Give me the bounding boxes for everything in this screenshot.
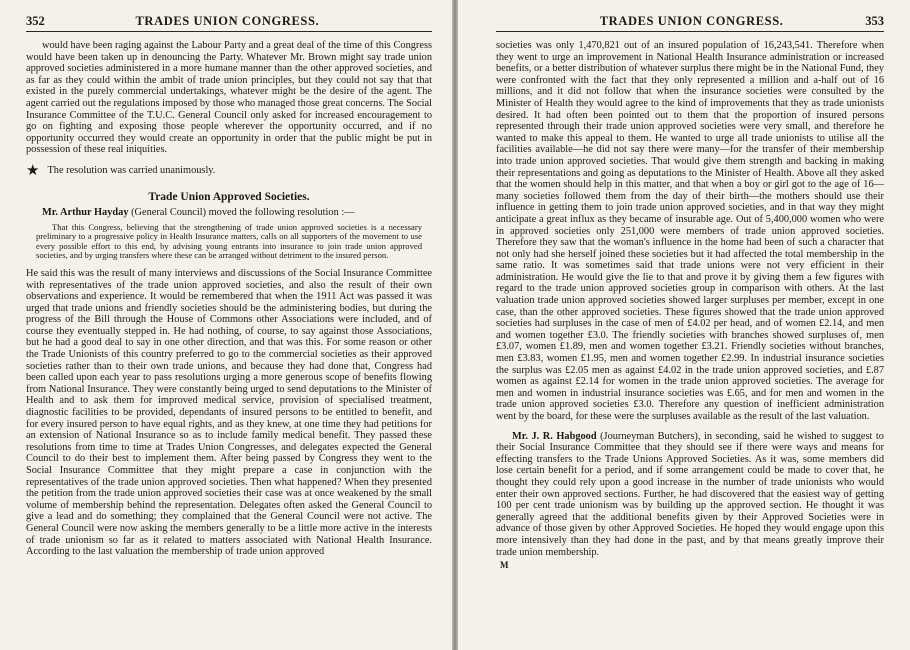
star-icon: ★ (26, 162, 40, 179)
right-continuation-paragraph: societies was only 1,470,821 out of an insured population of 16,243,541. Therefore when they went to urge an improvement in National Health Insurance administration or increased benefits, or a better distribution of whatever surplus there might be in the National Fund, they were confronted with the fact that they only represented a million and a-half out of 16 millions, and it did not follow that when the insurance societies were consulted by the Minister of Health they would agree to the kind of improvements that they as trade unionists desired. It had often been pointed out to them that the proportion of insured persons represented through their trade union approved societies were very small, and therefore he wanted to make this appeal to them. He wanted to urge all trade unionists to utilise all the facilities available—he did not say there were many—for the transfer of their membership into trade union approved societies. That would give them strength and backing in making their representations and going as deputations to the Minister of Health. Above all they asked that the women should help in this matter, and that when a boy or girl got to the age of 16—many societies followed them from the day of their birth—the mothers should use their influence in getting them to join trade union approved societies, and in that way they might anticipate a great influx as they became of insurable age. Out of 5,400,000 women who were in approved societies only 251,000 were members of trade union approved societies. Therefore they saw that the woman's influence in the home had been of such a character that not only had she herself joined these societies but it had affected the total membership in the same ratio. It was sometimes said that trade unions were not very efficient in their administration. He would give the lie to that and prove it by giving them a few figures with regard to the trade union approved societies group in comparison with others. At the last valuation trade union approved societies showed larger surpluses per member, except in one case, than the other approved societies. These figures showed that the trade union approved societies had surpluses in the case of men of £4.02 per head, and of women £2.14, and men and women together £3.0. The friendly societies with branches showed surpluses of, men £3.07, women £1.89, men and women together £3.21. Friendly societies without branches, men £3.83, women £1.95, men and women together £2.99. In industrial insurance societies the surplus was £2.05 men as against £4.02 in the trade union approved societies, and £.87 women as against £2.14 for women in the trade union approved societies. The average for men and women in industrial insurance societies was £.65, and for men and women in the trade union approved societies £3.0. Therefore any question of inefficient administration went by the board, for these were the surpluses available as the result of the last valuation. (496, 40, 884, 422)
signature-mark: M (500, 560, 509, 571)
right-running-title: TRADES UNION CONGRESS. (599, 14, 784, 28)
seconder-name: Mr. J. R. Habgood (512, 430, 597, 442)
resolution-carried-line (26, 162, 432, 179)
speaker-intro-paragraph (26, 207, 432, 219)
right-page-number: 353 (865, 14, 884, 28)
left-main-paragraph: He said this was the result of many interviews and discussions of the Social Insurance Committee with representatives of the trade union approved societies, and also the result of their own observations and experience. It would be remembered that when the 1911 Act was passed it was urged that trade unions and friendly societies should be the administering bodies, but during the progress of the Bill through the House of Commons other Associations were included, and of course they eventually stepped in. He had nothing, of course, to say against those Associations, but he had a good deal to say in one other direction, and that was this. For some reason or other the Trade Unionists of this country preferred to go to the commercial societies as their approved societies rather than to their own trade unions, and because they had done that, Congress had been called upon each year to pass resolutions urging a more generous scope of benefits flowing from National Insurance. They were constantly being urged to send deputations to the Minister of Health and to ask them for improved medical service, provision of specialised treatment, diagnostic facilities to be provided, dependants of insured persons to be entitled to benefit, and for every insured person to have equal rights, and as they knew, at one time they had petitions for an extension of National Insurance so as to include family medical benefit. They passed these resolutions from time to time at Trades Union Congresses, and delegates expected the General Council to do their best to implement them. After being passed by Congress they went to the Social Insurance Committee that they might prepare a case in conjunction with the representatives of the trade union approved societies. Then what happened? When they presented the petition from the trade union approved societies their case was at once weakened by the small volume of membership behind the representation. Delegates often asked the General Council to give a lead and do something; they complained that the General Council were not active. The General Council were now asking the members generally to be a little more active in the interests of trade unionism so far as it related to matters associated with National Health Insurance. According to the last valuation the membership of trade union approved (26, 267, 432, 558)
resolution-note: The resolution was carried unanimously. (47, 165, 216, 177)
motion-text: That this Congress, believing that the strengthening of trade union approved societies is a necessary preliminary to a progressive policy in Health Insurance matters, calls on all supporters of the movement to use every possible effort to this end, by advising young entrants into insurance to join trade union approved societies, and by urging transfers where these can be arranged without detriment to the insured person. (36, 221, 422, 261)
left-running-head (26, 14, 432, 32)
speaker-name: Mr. Arthur Hayday (42, 206, 129, 218)
left-running-title: TRADES UNION CONGRESS. (135, 14, 320, 28)
section-heading: Trade Union Approved Societies. (148, 190, 310, 203)
left-page-number: 352 (26, 14, 45, 28)
right-running-head (496, 14, 884, 32)
seconder-text: (Journeyman Butchers), in seconding, said he wished to suggest to their Social Insurance Committee that they should see if there were ways and means for effecting transfers to the Trade Unions Approved Societies. As it was, some members did lose certain benefit for a period, and if some arrangement could be made to cover that, he thought they could rely upon a good increase in the number of trade unionists who would enter their own approved sections. Further, he had discovered that the easiest way of getting 100 per cent trade unionism was by building up the approved section. He thought it was generally agreed that the additional benefits given by their Approved Societies were in advance of those given by other Approved Societies. He hoped they would engage upon this more intensively than they had done in the past, and by that means greatly improve their trade union membership. (496, 430, 884, 558)
seconder-paragraph (496, 431, 884, 559)
right-page (458, 0, 910, 650)
left-page (0, 0, 452, 650)
speaker-intro: (General Council) moved the following resolution :— (128, 206, 355, 218)
left-opening-paragraph: would have been raging against the Labour Party and a great deal of the time of this Congress would have been taken up in denouncing the Party. Whatever Mr. Brown might say trade union approved societies administered in a more humane manner than the other approved societies, and as far as they could within the ambit of trade union principles, but they could not say that that existed in the purely commercial undertakings, whatever might be the desire of the agent. The agent carried out the regulations imposed by those who managed those great concerns. The Social Insurance Committee of the T.U.C. General Council only asked for increased encouragement to go on fighting and exposing those people wherever the opportunity occurred, and if no opportunity occurred they would create an opportunity in order that the public might be put in possession of these real iniquities. (26, 40, 432, 156)
